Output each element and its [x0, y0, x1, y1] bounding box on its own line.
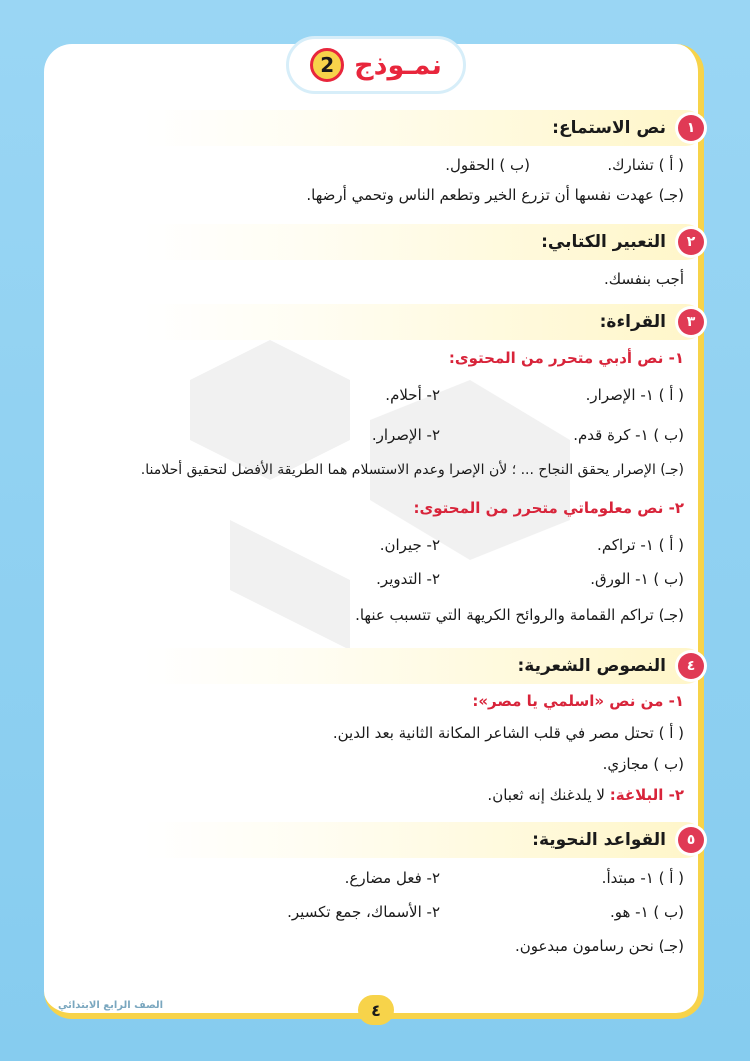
- section-1-badge: ١: [678, 115, 704, 141]
- subheading: ١- نص أدبي متحرر من المحتوى:: [448, 349, 684, 367]
- answer-line: (ب ) مجازي.: [602, 755, 684, 773]
- model-title: نمـوذج: [354, 49, 442, 81]
- section-4-header: [144, 648, 704, 684]
- section-5-header: [144, 822, 704, 858]
- answer-line: ٢- فعل مضارع.: [344, 869, 440, 887]
- answer-line: (جـ) تراكم القمامة والروائح الكريهة التي تتسبب عنها.: [355, 606, 684, 624]
- answer-line: ( أ ) ١- مبتدأ.: [601, 869, 684, 887]
- answer-line: ٢- جيران.: [379, 536, 440, 554]
- answer-line: أجب بنفسك.: [603, 270, 684, 288]
- section-2-title: التعبير الكتابي:: [541, 232, 666, 252]
- section-5-title: القواعد النحوية:: [532, 830, 666, 850]
- answer-line: (جـ) عهدت نفسها أن تزرع الخير وتطعم الناس وتحمي أرضها.: [306, 186, 684, 204]
- answer-line: (ب ) ١- الورق.: [590, 570, 684, 588]
- section-1-title: نص الاستماع:: [552, 118, 666, 138]
- rhetoric-label: ٢- البلاغة:: [609, 786, 684, 804]
- section-2-badge: ٢: [678, 229, 704, 255]
- answer-line: (جـ) نحن رسامون مبدعون.: [514, 937, 684, 955]
- section-5-badge: ٥: [678, 827, 704, 853]
- section-3-header: [144, 304, 704, 340]
- section-1-header: [144, 110, 704, 146]
- subheading: ١- من نص «اسلمي يا مصر»:: [472, 692, 684, 710]
- answer-line: ( أ ) ١- الإصرار.: [585, 386, 684, 404]
- answer-line: ٢- الأسماك، جمع تكسير.: [287, 903, 440, 921]
- section-3-badge: ٣: [678, 309, 704, 335]
- answer-line: ( أ ) تشارك.: [607, 156, 684, 174]
- model-number: 2: [310, 48, 344, 82]
- answer-line: ( أ ) ١- تراكم.: [597, 536, 684, 554]
- section-3-title: القراءة:: [599, 312, 666, 332]
- rhetoric-line: [487, 786, 684, 804]
- model-title-badge: [286, 36, 466, 94]
- rhetoric-answer: لا يلدغنك إنه ثعبان.: [487, 786, 605, 804]
- answer-line: ٢- التدوير.: [376, 570, 440, 588]
- answer-line: ( أ ) تحتل مصر في قلب الشاعر المكانة الثانية بعد الدين.: [332, 724, 684, 742]
- answer-line: ٢- أحلام.: [385, 386, 440, 404]
- page-number: ٤: [358, 995, 394, 1025]
- answer-line: (ب ) الحقول.: [445, 156, 530, 174]
- answer-line: (ب ) ١- هو.: [609, 903, 684, 921]
- answer-line: (جـ) الإصرار يحقق النجاح ... ؛ لأن الإصرا وعدم الاستسلام هما الطريقة الأفضل لتحقيق أحلامنا.: [140, 462, 684, 478]
- section-2-header: [144, 224, 704, 260]
- answer-line: ٢- الإصرار.: [371, 426, 440, 444]
- grade-label: الصف الرابع الابتدائي: [58, 1000, 164, 1011]
- subheading: ٢- نص معلوماتي متحرر من المحتوى:: [413, 499, 684, 517]
- section-4-badge: ٤: [678, 653, 704, 679]
- answer-line: (ب ) ١- كرة قدم.: [573, 426, 684, 444]
- section-4-title: النصوص الشعرية:: [517, 656, 666, 676]
